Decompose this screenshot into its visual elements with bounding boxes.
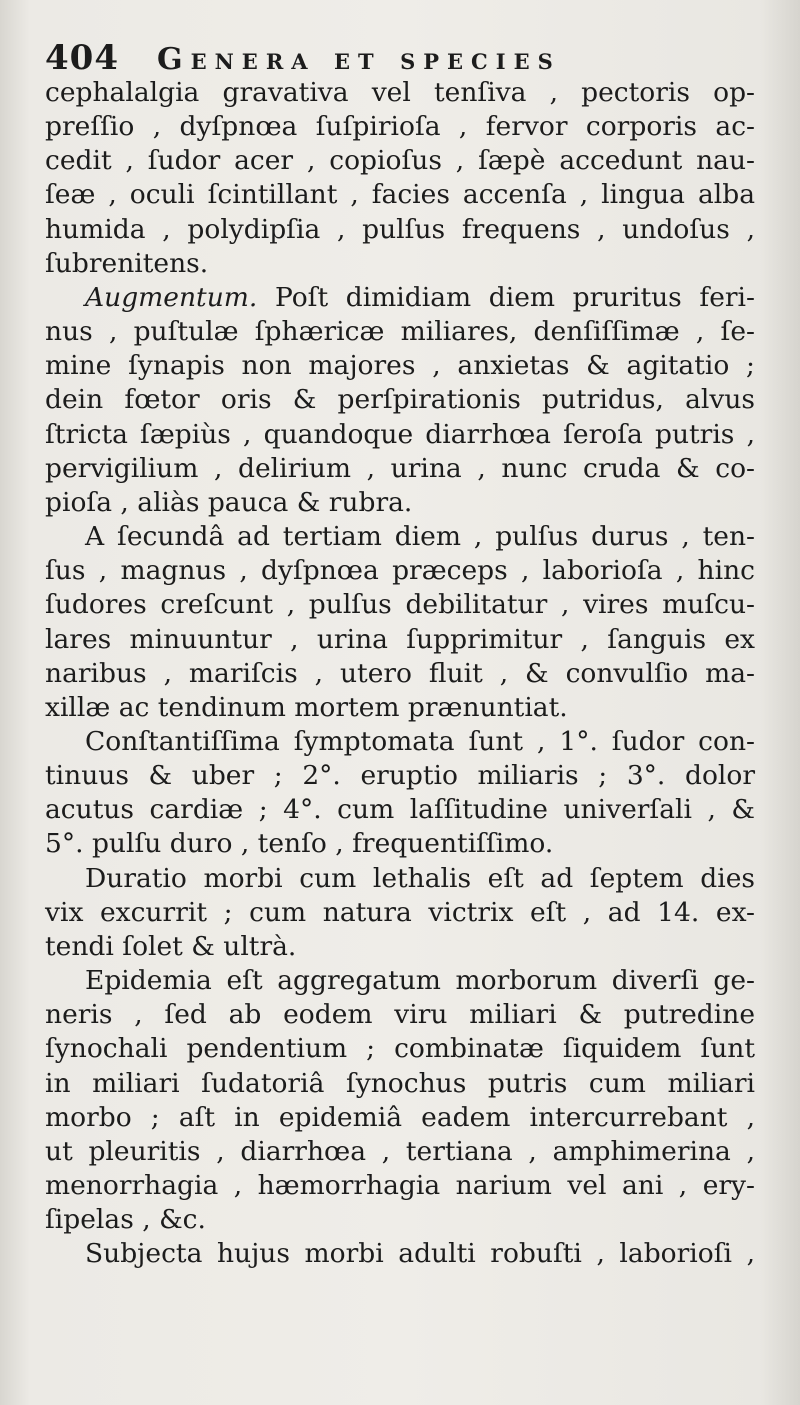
line-text: morbo ; aſt in epidemiâ eadem intercurrebant , xyxy=(45,1101,755,1133)
text-line xyxy=(45,862,755,896)
text-line xyxy=(45,1169,755,1203)
line-text: neris , ſed ab eodem viru miliari & putredine xyxy=(45,999,755,1031)
line-text: preſſio , dyſpnœa ſuſpirioſa , fervor corporis ac- xyxy=(45,111,755,143)
text-line xyxy=(45,247,755,281)
line-text: cedit , ſudor acer , copioſus , ſæpè accedunt nau- xyxy=(45,145,755,177)
line-text: cephalalgia gravativa vel tenſiva , pectoris op- xyxy=(45,77,755,108)
line-text: ſtricta ſæpiùs , quandoque diarrhœa ſeroſa putris , xyxy=(45,418,755,450)
text-line xyxy=(45,588,755,622)
text-line xyxy=(45,964,755,998)
text-line xyxy=(45,486,755,520)
text-line xyxy=(45,349,755,383)
line-text: ſynochali pendentium ; combinatæ ſiquidem ſunt xyxy=(45,1033,755,1065)
text-line xyxy=(45,452,755,486)
text-line xyxy=(45,110,755,144)
text-line xyxy=(45,793,755,827)
line-text: lares minuuntur , urina ſupprimitur , ſanguis ex xyxy=(45,623,755,655)
text-line xyxy=(45,554,755,588)
page-number: 404 xyxy=(45,38,119,78)
text-line xyxy=(45,1135,755,1169)
text-line xyxy=(45,1237,755,1271)
line-text: 5°. pulſu duro , tenſo , frequentiſſimo. xyxy=(45,828,554,860)
text-line xyxy=(45,657,755,691)
line-text: tinuus & uber ; 2°. eruptio miliaris ; 3°. dolor xyxy=(45,760,755,792)
line-text: mine ſynapis non majores , anxietas & agitatio ; xyxy=(45,350,755,382)
line-text: pervigilium , delirium , urina , nunc cruda & co- xyxy=(45,452,755,484)
line-text: humida , polydipſia , pulſus frequens , undoſus , xyxy=(45,213,755,245)
line-text: ut pleuritis , diarrhœa , tertiana , amphimerina , xyxy=(45,1135,755,1167)
line-text: naribus , mariſcis , utero fluit , & convulſio ma- xyxy=(45,657,755,689)
line-text: nus , puſtulæ ſphæricæ miliares, denſiſſimæ , ſe- xyxy=(45,316,755,348)
text-line xyxy=(45,623,755,657)
text-line xyxy=(45,1032,755,1066)
running-title: Genera et species xyxy=(156,42,561,77)
line-text: Epidemia eſt aggregatum morborum diverſi ge- xyxy=(85,965,755,997)
text-line xyxy=(45,383,755,417)
text-line xyxy=(45,144,755,178)
text-line xyxy=(45,213,755,247)
line-text: dein fœtor oris & perſpirationis putridus, alvus xyxy=(45,384,755,416)
line-text: ſeæ , oculi ſcintillant , facies accenſa , lingua alba xyxy=(45,179,755,211)
text-line xyxy=(45,178,755,212)
line-text: A ſecundâ ad tertiam diem , pulſus durus , ten- xyxy=(85,521,755,553)
line-text: Duratio morbi cum lethalis eſt ad ſeptem dies xyxy=(85,862,755,894)
text-line xyxy=(45,998,755,1032)
text-line xyxy=(45,281,755,315)
line-text: Conſtantiſſima ſymptomata ſunt , 1°. ſudor con- xyxy=(85,725,755,757)
text-line xyxy=(45,418,755,452)
line-text: pioſa , aliàs pauca & rubra. xyxy=(45,486,413,518)
line-text: Subjecta hujus morbi adulti robuſti , laborioſi , xyxy=(85,1238,755,1270)
body-text xyxy=(45,76,755,1271)
line-text: acutus cardiæ ; 4°. cum laſſitudine univerſali , & xyxy=(45,794,755,826)
line-text: in miliari ſudatoriâ ſynochus putris cum miliari xyxy=(45,1067,755,1099)
line-text: menorrhagia , hæmorrhagia narium vel ani , ery- xyxy=(45,1170,755,1201)
text-line xyxy=(45,520,755,554)
line-text: vix excurrit ; cum natura victrix eſt , ad 14. ex- xyxy=(45,896,755,928)
line-text: ſipelas , &c. xyxy=(45,1204,206,1236)
text-line xyxy=(45,930,755,964)
section-lead: Augmentum. xyxy=(85,281,258,313)
line-text: tendi ſolet & ultrà. xyxy=(45,930,297,962)
line-text: ſus , magnus , dyſpnœa præceps , laborioſa , hinc xyxy=(45,555,755,587)
text-line xyxy=(45,76,755,110)
text-line xyxy=(45,315,755,349)
line-text: ſudores creſcunt , pulſus debilitatur , vires muſcu- xyxy=(45,589,755,621)
text-line xyxy=(45,1203,755,1237)
text-line xyxy=(45,1101,755,1135)
text-line xyxy=(45,1067,755,1101)
text-line xyxy=(45,759,755,793)
text-line xyxy=(45,691,755,725)
text-line xyxy=(45,827,755,861)
line-text: Poſt dimidiam diem pruritus feri- xyxy=(257,281,755,313)
line-text: ſubrenitens. xyxy=(45,247,209,279)
text-line xyxy=(45,725,755,759)
line-text: xillæ ac tendinum mortem prænuntiat. xyxy=(45,691,568,723)
text-line xyxy=(45,896,755,930)
